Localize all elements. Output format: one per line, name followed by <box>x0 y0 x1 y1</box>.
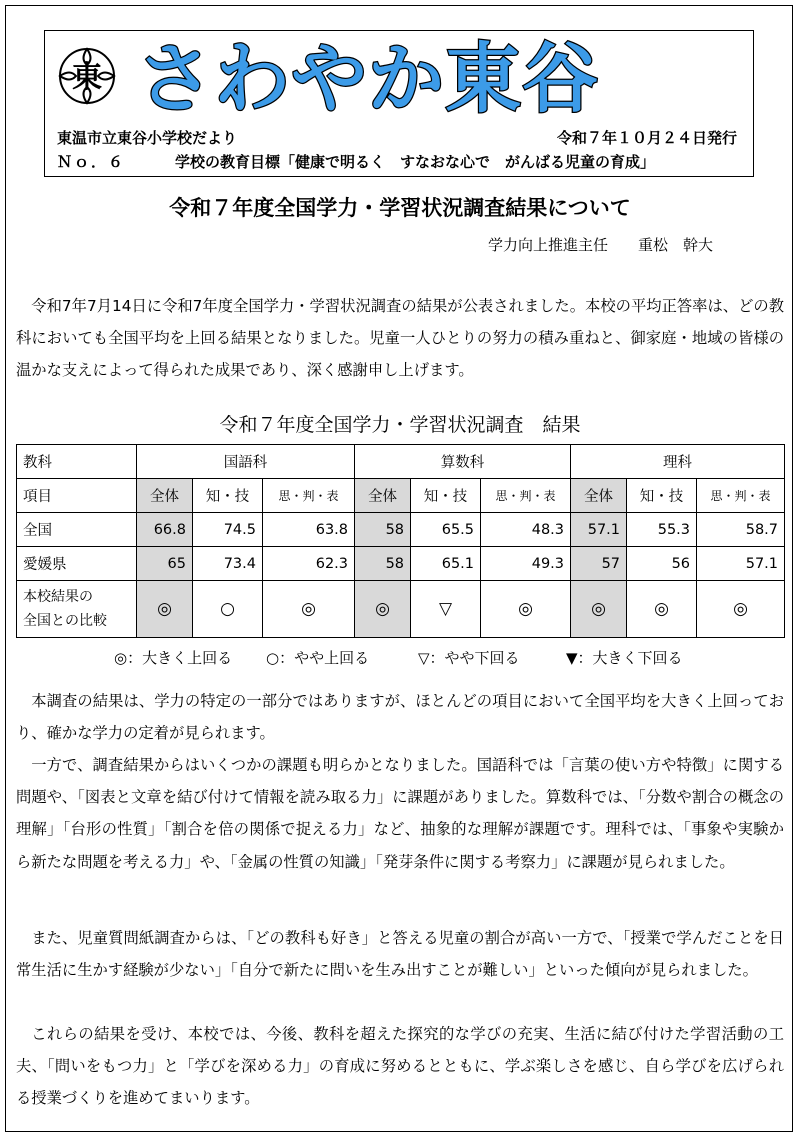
table-row-national <box>17 513 785 547</box>
issue-number: Ｎｏ．６ <box>57 153 126 171</box>
table-cell: 56 <box>627 547 697 581</box>
table-cell: 65.5 <box>411 513 481 547</box>
comparison-mark: ◎ <box>355 581 411 638</box>
table-cell: 48.3 <box>481 513 571 547</box>
body-paragraph: また、児童質問紙調査からは、「どの教科も好き」と答える児童の割合が高い一方で、「授業で学んだことを日常生活に生かす経験が少ない」「自分で新たに問いを生み出すことが難しい」といった傾向が見られました。 <box>16 929 784 980</box>
comparison-mark: ◎ <box>481 581 571 638</box>
intro-paragraph: 令和7年7月14日に令和7年度全国学力・学習状況調査の結果が公表されました。本校の平均正答率は、どの教科においても全国平均を上回る結果となりました。児童一人ひとりの努力の積み重ねと、御家庭・地域の皆様の温かな支えによって得られた成果であり、深く感謝申し上げます。 <box>16 297 784 380</box>
table-cell: 58 <box>355 547 411 581</box>
comparison-mark: ◎ <box>263 581 355 638</box>
sub-header-thinking: 思・判・表 <box>697 479 785 513</box>
table-cell: 65 <box>137 547 193 581</box>
table-cell: 73.4 <box>193 547 263 581</box>
table-cell: 49.3 <box>481 547 571 581</box>
comparison-mark: ▽ <box>411 581 481 638</box>
comparison-label-line2: 全国との比較 <box>23 613 107 629</box>
table-cell: 65.1 <box>411 547 481 581</box>
legend-item: ▽：やや下回る <box>418 649 520 667</box>
sub-header-knowledge: 知・技 <box>193 479 263 513</box>
table-row-comparison <box>17 581 785 638</box>
table-cell: 58 <box>355 513 411 547</box>
table-cell: 55.3 <box>627 513 697 547</box>
school-emblem <box>56 45 118 107</box>
legend-item: ◎：大きく上回る <box>114 649 233 667</box>
legend-item: ▼：大きく下回る <box>566 649 683 667</box>
table-cell: 62.3 <box>263 547 355 581</box>
sub-header-overall: 全体 <box>355 479 411 513</box>
results-table <box>16 444 785 638</box>
table-cell: 74.5 <box>193 513 263 547</box>
comparison-mark: ◎ <box>137 581 193 638</box>
article-author: 学力向上推進主任 重松 幹大 <box>488 236 714 254</box>
sub-header-knowledge: 知・技 <box>411 479 481 513</box>
header-subject: 教科 <box>17 445 137 479</box>
results-table-title: 令和７年度全国学力・学習状況調査 結果 <box>219 414 581 436</box>
body-paragraph: これらの結果を受け、本校では、今後、教科を超えた探究的な学びの充実、生活に結び付けた学習活動の工夫、「問いをもつ力」と「学びを深める力」の育成に努めるとともに、学ぶ楽しさを感じ、自ら学びを広げられる授業づくりを進めてまいります。 <box>16 1025 784 1108</box>
table-cell: 57 <box>571 547 627 581</box>
comparison-mark: ◎ <box>627 581 697 638</box>
body-paragraph: 本調査の結果は、学力の特定の一部分ではありますが、ほとんどの項目において全国平均を大きく上回っており、確かな学力の定着が見られます。 <box>16 692 784 743</box>
sub-header-thinking: 思・判・表 <box>481 479 571 513</box>
subject-japanese: 国語科 <box>137 445 355 479</box>
emblem-character: 東 <box>72 60 102 95</box>
table-cell: 63.8 <box>263 513 355 547</box>
issue-date: 令和７年１０月２４日発行 <box>556 129 737 147</box>
comparison-label-line1: 本校結果の <box>23 589 93 605</box>
newsletter-header <box>44 30 754 177</box>
comparison-mark: ◎ <box>571 581 627 638</box>
article-title: 令和７年度全国学力・学習状況調査結果について <box>169 196 631 220</box>
row-label-prefecture: 愛媛県 <box>17 547 137 581</box>
sub-header-knowledge: 知・技 <box>627 479 697 513</box>
sub-header-thinking: 思・判・表 <box>263 479 355 513</box>
newsletter-name: 東温市立東谷小学校だより <box>57 129 238 147</box>
table-cell: 57.1 <box>697 547 785 581</box>
table-row-prefecture <box>17 547 785 581</box>
subject-math: 算数科 <box>355 445 571 479</box>
comparison-mark: ◎ <box>697 581 785 638</box>
legend-item: ○：やや上回る <box>266 649 370 667</box>
educational-goal: 学校の教育目標「健康で明るく すなおな心で がんばる児童の育成」 <box>175 153 656 171</box>
table-row <box>17 445 785 479</box>
subject-science: 理科 <box>571 445 785 479</box>
comparison-mark: ○ <box>193 581 263 638</box>
table-row <box>17 479 785 513</box>
body-paragraph: 一方で、調査結果からはいくつかの課題も明らかとなりました。国語科では「言葉の使い方や特徴」に関する問題や、「図表と文章を結び付けて情報を読み取る力」に課題がありました。算数科では、「分数や割合の概念の理解」「台形の性質」「割合を倍の関係で捉える力」など、抽象的な理解が課題です。理科では、「事象や実験から新たな問題を考える力」や、「金属の性質の知識」「発芽条件に関する考察力」に課題が見られました。 <box>16 756 784 871</box>
table-cell: 66.8 <box>137 513 193 547</box>
newsletter-masthead: さわやか東谷 <box>137 34 599 123</box>
header-item: 項目 <box>17 479 137 513</box>
sub-header-overall: 全体 <box>571 479 627 513</box>
sub-header-overall: 全体 <box>137 479 193 513</box>
table-cell: 57.1 <box>571 513 627 547</box>
table-cell: 58.7 <box>697 513 785 547</box>
row-label-comparison <box>17 581 137 638</box>
row-label-national: 全国 <box>17 513 137 547</box>
